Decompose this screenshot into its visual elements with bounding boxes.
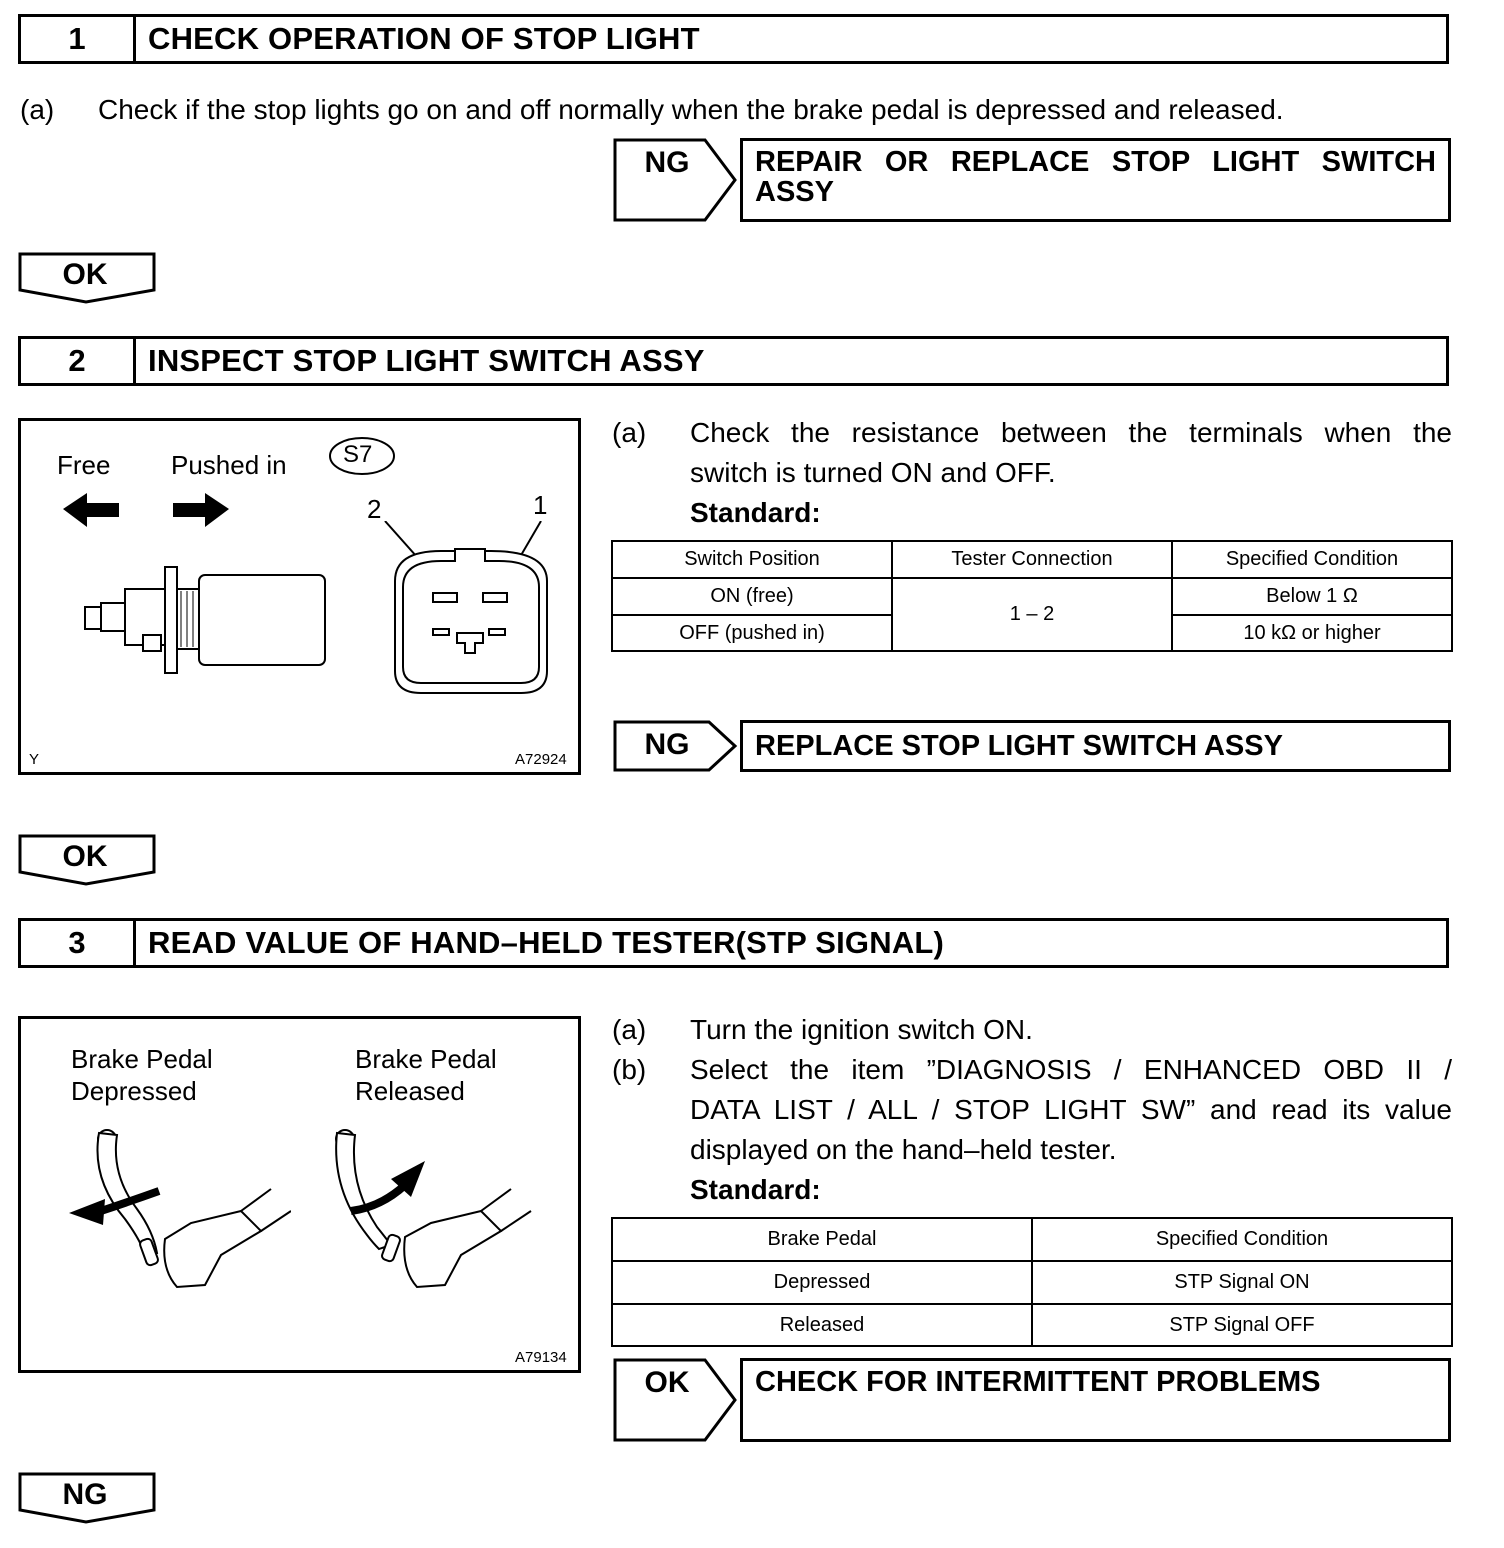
- table-header-cell: Brake Pedal: [612, 1218, 1032, 1261]
- item-text: [690, 1010, 1452, 1210]
- ok-branch-arrow: [613, 1358, 739, 1442]
- result-line-1: REPAIR OR REPLACE STOP LIGHT SWITCH: [755, 146, 1436, 178]
- item-b-text-line-3: displayed on the hand–held tester.: [690, 1134, 1117, 1165]
- ng-branch-arrow: [613, 138, 739, 222]
- item-label: (a): [612, 417, 647, 448]
- ng-label: NG: [62, 1478, 108, 1511]
- stop-light-switch-drawing: [79, 561, 339, 681]
- figure-code: A79134: [515, 1349, 567, 1366]
- item-text-line-1: Check the resistance between the terminals when the: [690, 417, 1452, 448]
- result-text: CHECK FOR INTERMITTENT PROBLEMS: [755, 1366, 1321, 1398]
- brake-pedal-figure: [18, 1016, 581, 1373]
- item-a-label: (a): [612, 1014, 647, 1045]
- item-label: (a): [20, 94, 55, 125]
- table-cell: STP Signal ON: [1032, 1261, 1452, 1304]
- ok-branch-tag: [18, 834, 156, 886]
- step-1-header: [18, 14, 1449, 64]
- item-b-text-line-2: DATA LIST / ALL / STOP LIGHT SW” and read its value: [690, 1094, 1452, 1125]
- step-title: READ VALUE OF HAND–HELD TESTER(STP SIGNAL): [148, 925, 945, 960]
- ng-result-box: [740, 138, 1451, 222]
- right-caption-line-2: Released: [355, 1076, 465, 1106]
- ok-label: OK: [62, 840, 108, 873]
- step-3-header: [18, 918, 1449, 968]
- result-text: REPLACE STOP LIGHT SWITCH ASSY: [755, 730, 1283, 762]
- standard-label: Standard:: [690, 497, 821, 528]
- table-header-cell: Switch Position: [612, 541, 892, 578]
- free-label: Free: [57, 450, 111, 480]
- table-row: [612, 578, 1452, 615]
- step-title: INSPECT STOP LIGHT SWITCH ASSY: [148, 343, 705, 378]
- table-cell: OFF (pushed in): [612, 615, 892, 651]
- ng-branch-tag: [18, 1472, 156, 1524]
- left-caption-line-2: Depressed: [71, 1076, 197, 1106]
- ng-result-box: [740, 720, 1451, 772]
- step-number: 3: [21, 921, 136, 965]
- table-cell: Below 1 Ω: [1172, 578, 1452, 615]
- pedal-released-drawing: [321, 1119, 551, 1299]
- pushed-in-label: Pushed in: [171, 450, 287, 480]
- ok-branch-tag: [18, 252, 156, 304]
- ng-branch-arrow: [613, 720, 739, 772]
- table-header-cell: Specified Condition: [1172, 541, 1452, 578]
- item-text: Check if the stop lights go on and off normally when the brake pedal is depressed and released.: [98, 94, 1284, 125]
- item-b-text-line-1: Select the item ”DIAGNOSIS / ENHANCED OBD II /: [690, 1054, 1452, 1085]
- arrow-left-icon: [61, 491, 131, 531]
- table-cell: Released: [612, 1304, 1032, 1346]
- item-text-line-2: switch is turned ON and OFF.: [690, 457, 1056, 488]
- ok-label: OK: [62, 258, 108, 291]
- step-1-instruction-a: [20, 90, 1450, 130]
- table-cell: STP Signal OFF: [1032, 1304, 1452, 1346]
- left-caption: [71, 1043, 213, 1107]
- pin-2-label: 2: [367, 494, 382, 524]
- connector-face-drawing: [381, 521, 561, 701]
- table-cell: Depressed: [612, 1261, 1032, 1304]
- table-cell: 10 kΩ or higher: [1172, 615, 1452, 651]
- step-3-instructions: [612, 1010, 1452, 1210]
- right-caption: [355, 1043, 497, 1107]
- stp-signal-spec-table: [611, 1217, 1453, 1347]
- connector-label: S7: [343, 441, 373, 468]
- step-title: CHECK OPERATION OF STOP LIGHT: [148, 21, 700, 56]
- item-text: [690, 413, 1452, 533]
- ng-label: NG: [644, 146, 690, 179]
- table-header-row: [612, 541, 1452, 578]
- table-header-cell: Specified Condition: [1032, 1218, 1452, 1261]
- table-cell: ON (free): [612, 578, 892, 615]
- figure-code: A72924: [515, 751, 567, 768]
- resistance-spec-table: [611, 540, 1453, 652]
- step-2-instruction-a: [612, 413, 1452, 533]
- table-header-row: [612, 1218, 1452, 1261]
- result-line-2: ASSY: [755, 176, 834, 208]
- right-caption-line-1: Brake Pedal: [355, 1044, 497, 1074]
- pin-1-label: 1: [533, 490, 548, 520]
- table-cell: 1 – 2: [892, 578, 1172, 651]
- ok-label: OK: [644, 1366, 690, 1399]
- standard-label: Standard:: [690, 1174, 821, 1205]
- arrow-right-icon: [171, 491, 241, 531]
- table-header-cell: Tester Connection: [892, 541, 1172, 578]
- left-caption-line-1: Brake Pedal: [71, 1044, 213, 1074]
- step-2-header: [18, 336, 1449, 386]
- figure-corner-mark: Y: [29, 751, 40, 768]
- stop-light-switch-figure: [18, 418, 581, 775]
- ng-label: NG: [644, 728, 690, 761]
- item-a-text: Turn the ignition switch ON.: [690, 1014, 1033, 1045]
- table-row: [612, 1304, 1452, 1346]
- ok-result-box: [740, 1358, 1451, 1442]
- step-number: 2: [21, 339, 136, 383]
- item-b-label: (b): [612, 1054, 647, 1085]
- step-number: 1: [21, 17, 136, 61]
- pedal-depressed-drawing: [61, 1119, 291, 1299]
- table-row: [612, 1261, 1452, 1304]
